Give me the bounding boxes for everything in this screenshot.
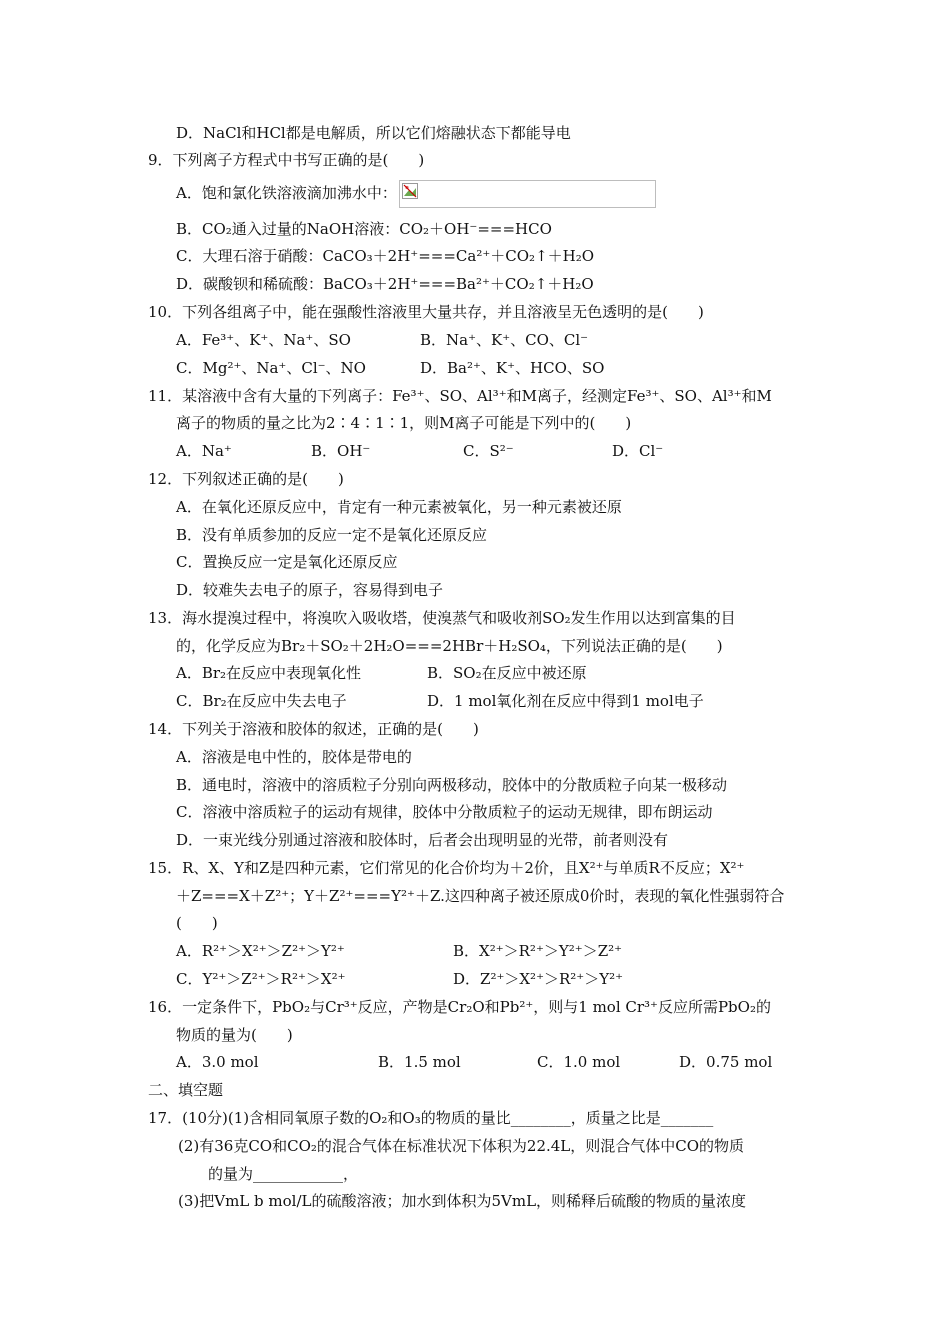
q13-stem-line2: 的，化学反应为Br₂＋SO₂＋2H₂O===2HBr＋H₂SO₄，下列说法正确的是( ) bbox=[176, 637, 723, 655]
q12-option-c: C．置换反应一定是氧化还原反应 bbox=[176, 553, 398, 571]
q15-option-a: A．R²⁺＞X²⁺＞Z²⁺＞Y²⁺ bbox=[176, 942, 345, 960]
q15-option-b: B．X²⁺＞R²⁺＞Y²⁺＞Z²⁺ bbox=[453, 942, 623, 960]
q11-option-b: B．OH⁻ bbox=[311, 442, 371, 460]
q9-stem: 9．下列离子方程式中书写正确的是( ) bbox=[148, 151, 425, 169]
q9-option-b: B．CO₂通入过量的NaOH溶液：CO₂＋OH⁻===HCO bbox=[176, 220, 552, 238]
q11-stem-line1: 11．某溶液中含有大量的下列离子：Fe³⁺、SO、Al³⁺和M离子，经测定Fe³⁺、SO、Al³⁺和M bbox=[148, 387, 772, 405]
q16-option-a: A．3.0 mol bbox=[176, 1053, 259, 1071]
q10-option-b: B．Na⁺、K⁺、CO、Cl⁻ bbox=[420, 331, 589, 349]
q10-option-d: D．Ba²⁺、K⁺、HCO、SO bbox=[420, 359, 605, 377]
q12-option-a: A．在氧化还原反应中，肯定有一种元素被氧化，另一种元素被还原 bbox=[176, 498, 622, 516]
q15-stem-line3: ( ) bbox=[176, 914, 218, 932]
q11-option-a: A．Na⁺ bbox=[176, 442, 232, 460]
q14-option-b: B．通电时，溶液中的溶质粒子分别向两极移动，胶体中的分散质粒子向某一极移动 bbox=[176, 776, 728, 794]
q17-part2-line2: 的量为____________， bbox=[208, 1165, 359, 1183]
q9-option-a-text: A．饱和氯化铁溶液滴加沸水中： bbox=[176, 184, 397, 202]
q11-option-c: C．S²⁻ bbox=[463, 442, 514, 460]
q9-option-c: C．大理石溶于硝酸：CaCO₃＋2H⁺===Ca²⁺＋CO₂↑＋H₂O bbox=[176, 247, 595, 265]
q15-option-d: D．Z²⁺＞X²⁺＞R²⁺＞Y²⁺ bbox=[453, 970, 624, 988]
q16-stem-line2: 物质的量为( ) bbox=[176, 1026, 293, 1044]
q14-option-a: A．溶液是电中性的，胶体是带电的 bbox=[176, 748, 412, 766]
q12-option-b: B．没有单质参加的反应一定不是氧化还原反应 bbox=[176, 526, 488, 544]
q16-option-b: B．1.5 mol bbox=[378, 1053, 461, 1071]
q11-option-d: D．Cl⁻ bbox=[612, 442, 664, 460]
q13-option-b: B．SO₂在反应中被还原 bbox=[427, 664, 587, 682]
q15-option-c: C．Y²⁺＞Z²⁺＞R²⁺＞X²⁺ bbox=[176, 970, 346, 988]
section-title-fill-in: 二、填空题 bbox=[148, 1081, 224, 1099]
q17-part3: (3)把VmL b mol/L的硫酸溶液；加水到体积为5VmL，则稀释后硫酸的物质的量浓度 bbox=[178, 1192, 747, 1210]
broken-image-icon bbox=[402, 183, 418, 199]
q14-option-d: D．一束光线分别通过溶液和胶体时，后者会出现明显的光带，前者则没有 bbox=[176, 831, 669, 849]
q15-stem-line2: ＋Z===X＋Z²⁺；Y＋Z²⁺===Y²⁺＋Z.这四种离子被还原成0价时，表现的氧化性强弱符合 bbox=[176, 887, 785, 905]
q13-option-d: D．1 mol氧化剂在反应中得到1 mol电子 bbox=[427, 692, 704, 710]
q9-option-d: D．碳酸钡和稀硫酸：BaCO₃＋2H⁺===Ba²⁺＋CO₂↑＋H₂O bbox=[176, 275, 594, 293]
q17-part1: 17．(10分)(1)含相同氧原子数的O₂和O₃的物质的量比________，质量之比是_______ bbox=[148, 1109, 714, 1127]
q8-option-d: D．NaCl和HCl都是电解质，所以它们熔融状态下都能导电 bbox=[176, 124, 571, 142]
q15-stem-line1: 15．R、X、Y和Z是四种元素，它们常见的化合价均为＋2价，且X²⁺与单质R不反应；X²⁺ bbox=[148, 859, 745, 877]
q16-stem-line1: 16．一定条件下，PbO₂与Cr³⁺反应，产物是Cr₂O和Pb²⁺，则与1 mol Cr³⁺反应所需PbO₂的 bbox=[148, 998, 771, 1016]
q16-option-c: C．1.0 mol bbox=[537, 1053, 621, 1071]
q9-option-a bbox=[176, 180, 656, 208]
q12-stem: 12．下列叙述正确的是( ) bbox=[148, 470, 344, 488]
q14-option-c: C．溶液中溶质粒子的运动有规律，胶体中分散质粒子的运动无规律，即布朗运动 bbox=[176, 803, 713, 821]
q14-stem: 14．下列关于溶液和胶体的叙述，正确的是( ) bbox=[148, 720, 479, 738]
q10-option-c: C．Mg²⁺、Na⁺、Cl⁻、NO bbox=[176, 359, 366, 377]
q11-stem-line2: 离子的物质的量之比为2∶4∶1∶1，则M离子可能是下列中的( ) bbox=[176, 414, 632, 432]
q13-stem-line1: 13．海水提溴过程中，将溴吹入吸收塔，使溴蒸气和吸收剂SO₂发生作用以达到富集的目 bbox=[148, 609, 736, 627]
broken-image-placeholder bbox=[399, 180, 656, 208]
q17-part2-line1: (2)有36克CO和CO₂的混合气体在标准状况下体积为22.4L，则混合气体中CO的物质 bbox=[178, 1137, 745, 1155]
q13-option-a: A．Br₂在反应中表现氧化性 bbox=[176, 664, 362, 682]
q10-stem: 10．下列各组离子中，能在强酸性溶液里大量共存，并且溶液呈无色透明的是( ) bbox=[148, 303, 704, 321]
q10-option-a: A．Fe³⁺、K⁺、Na⁺、SO bbox=[176, 331, 351, 349]
q16-option-d: D．0.75 mol bbox=[679, 1053, 773, 1071]
q12-option-d: D．较难失去电子的原子，容易得到电子 bbox=[176, 581, 444, 599]
q13-option-c: C．Br₂在反应中失去电子 bbox=[176, 692, 347, 710]
